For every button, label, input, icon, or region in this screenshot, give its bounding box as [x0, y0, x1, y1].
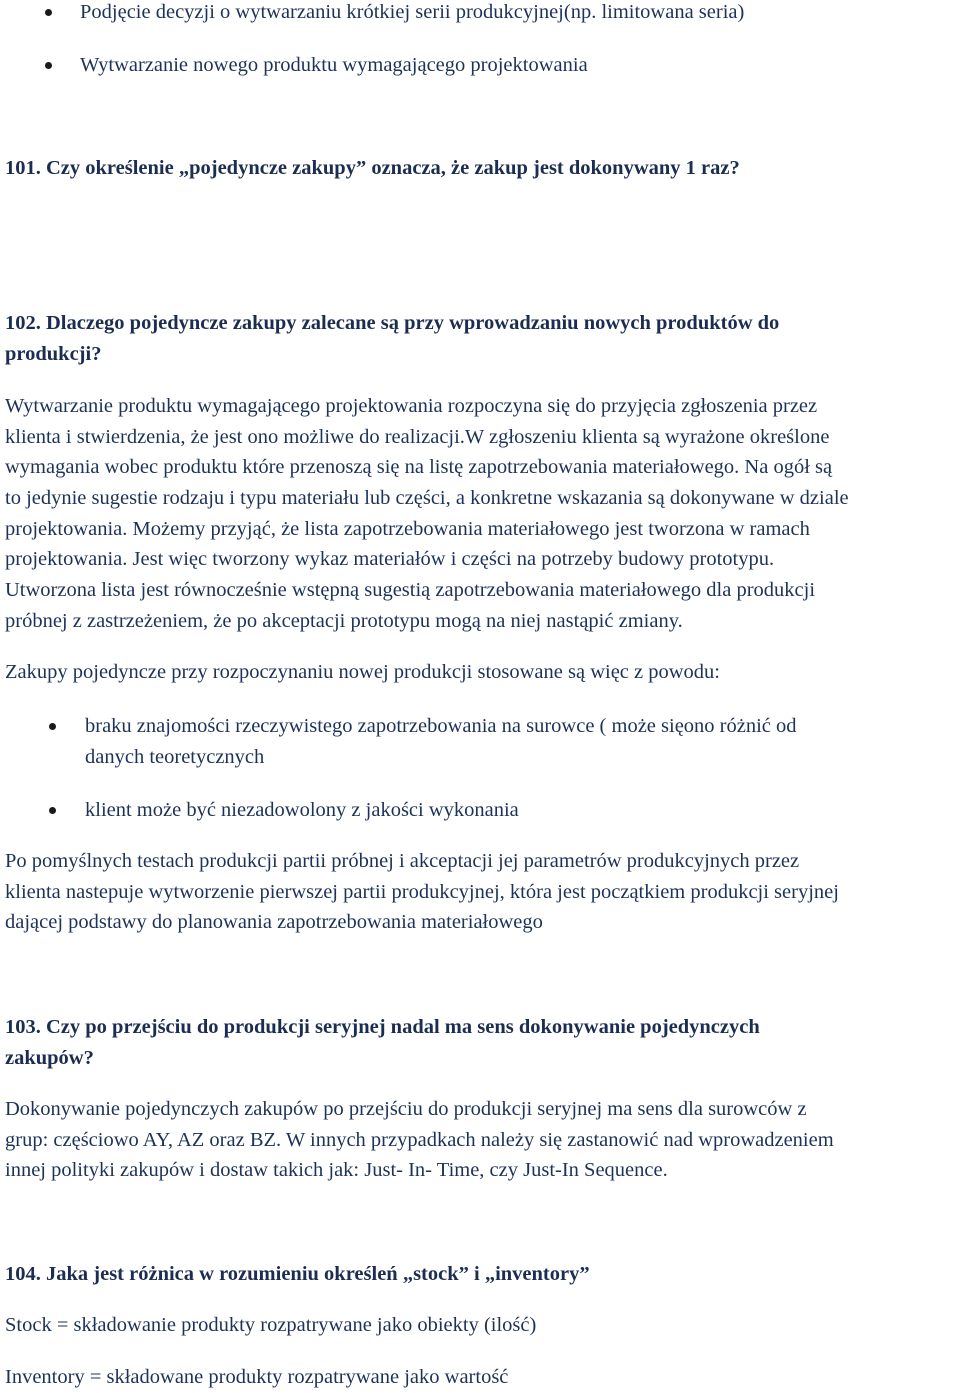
- paragraph-line: Po pomyślnych testach produkcji partii próbnej i akceptacji jej parametrów produkcyjnych przez: [5, 850, 800, 872]
- heading-line: zakupów?: [5, 1046, 94, 1069]
- bullet-icon: [45, 62, 52, 69]
- list-item-line: klient może być niezadowolony z jakości wykonania: [85, 799, 519, 821]
- list-item-text: Podjęcie decyzji o wytwarzaniu krótkiej serii produkcyjnej(np. limitowana seria): [80, 1, 745, 23]
- question-104-heading: [5, 1259, 960, 1290]
- heading-line: produkcji?: [5, 342, 102, 365]
- inventory-definition: [5, 1362, 960, 1393]
- question-103-answer: [5, 1094, 960, 1186]
- list-item: [0, 795, 960, 826]
- paragraph-line: klienta i stwierdzenia, że jest ono możliwe do realizacji.W zgłoszeniu klienta są wyrażone określone: [5, 425, 830, 448]
- list-item-line: danych teoretycznych: [85, 745, 265, 768]
- paragraph-line: to jedynie sugestie rodzaju i typu materiału lub części, a konkretne wskazania są dokonywane w dziale: [5, 487, 849, 510]
- question-102-conclusion: [5, 846, 960, 938]
- paragraph-line: projektowania. Jest więc tworzony wykaz materiałów i części na potrzeby budowy prototypu.: [5, 548, 775, 571]
- list-item-text: Wytwarzanie nowego produktu wymagającego projektowania: [80, 54, 588, 76]
- question-101-heading: [5, 153, 960, 184]
- paragraph-line: projektowania. Możemy przyjąć, że lista zapotrzebowania materiałowego jest tworzona w ramach: [5, 517, 810, 540]
- paragraph-line: dającej podstawy do planowania zapotrzebowania materiałowego: [5, 911, 543, 934]
- bullet-icon: [45, 9, 52, 16]
- stock-definition: [5, 1310, 960, 1341]
- paragraph-line: Inventory = składowane produkty rozpatrywane jako wartość: [5, 1366, 509, 1388]
- paragraph-line: Dokonywanie pojedynczych zakupów po przejściu do produkcji seryjnej ma sens dla surowców z: [5, 1098, 807, 1120]
- paragraph-line: Stock = składowanie produkty rozpatrywane jako obiekty (ilość): [5, 1314, 537, 1336]
- paragraph-line: wymagania wobec produktu które przenoszą się na listę zapotrzebowania materiałowego. Na ogół są: [5, 456, 833, 479]
- list-item-line: braku znajomości rzeczywistego zapotrzebowania na surowce ( może sięono różnić od: [85, 715, 797, 737]
- paragraph-line: grup: częściowo AY, AZ oraz BZ. W innych przypadkach należy się zastanowić nad wprowadzeniem: [5, 1128, 834, 1151]
- bullet-icon: [49, 723, 56, 730]
- paragraph-line: Zakupy pojedyncze przy rozpoczynaniu nowej produkcji stosowane są więc z powodu:: [5, 661, 720, 683]
- paragraph-line: innej polityki zakupów i dostaw takich jak: Just- In- Time, czy Just-In Sequence.: [5, 1159, 668, 1182]
- question-103-heading: [5, 1012, 960, 1073]
- heading-line: 103. Czy po przejściu do produkcji seryjnej nadal ma sens dokonywanie pojedynczych: [5, 1016, 760, 1038]
- paragraph-line: Utworzona lista jest równocześnie wstępną sugestią zapotrzebowania materiałowego dla produkcji: [5, 579, 816, 602]
- heading-line: 104. Jaka jest różnica w rozumieniu określeń „stock” i „inventory”: [5, 1263, 590, 1285]
- list-item: [0, 0, 960, 28]
- list-item-text: [85, 711, 960, 772]
- list-item: [0, 50, 960, 81]
- reasons-intro: [5, 657, 960, 688]
- paragraph-line: próbnej z zastrzeżeniem, że po akceptacji prototypu mogą na niej nastąpić zmiany.: [5, 609, 683, 632]
- question-102-answer: [5, 391, 960, 637]
- list-item: [0, 711, 960, 773]
- heading-line: 101. Czy określenie „pojedyncze zakupy” oznacza, że zakup jest dokonywany 1 raz?: [5, 157, 740, 179]
- list-item-text: [85, 795, 960, 826]
- question-102-heading: [5, 308, 960, 369]
- paragraph-line: klienta nastepuje wytworzenie pierwszej partii produkcyjnej, która jest początkiem produkcji seryjnej: [5, 880, 839, 903]
- heading-line: 102. Dlaczego pojedyncze zakupy zalecane są przy wprowadzaniu nowych produktów do: [5, 312, 780, 334]
- bullet-icon: [49, 807, 56, 814]
- paragraph-line: Wytwarzanie produktu wymagającego projektowania rozpoczyna się do przyjęcia zgłoszenia przez: [5, 395, 818, 417]
